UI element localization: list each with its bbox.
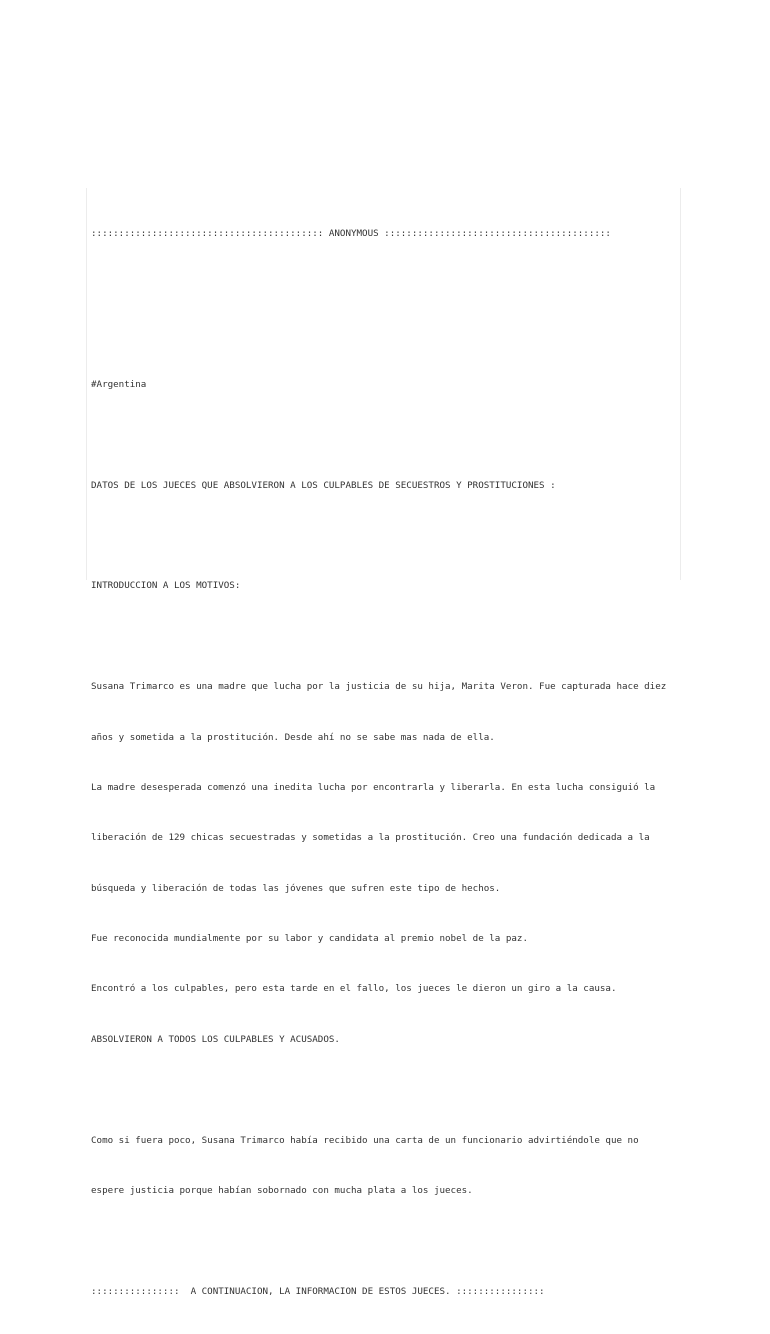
blank-line [91, 276, 681, 293]
paste-text-panel [86, 188, 681, 1297]
section-heading: DATOS DE LOS JUECES QUE ABSOLVIERON A LOS CULPABLES DE SECUESTROS Y PROSTITUCIONES : [91, 479, 556, 491]
blank-line [91, 1082, 681, 1099]
blank-line [91, 1233, 681, 1250]
paragraph-line: La madre desesperada comenzó una inedita lucha por encontrarla y liberarla. En esta lucha consiguió la [91, 781, 656, 793]
document-body [91, 192, 681, 1334]
blank-line [91, 528, 681, 545]
paragraph-line: búsqueda y liberación de todas las jóvenes que sufren este tipo de hechos. [91, 882, 501, 894]
hashtag-line: #Argentina [91, 378, 147, 390]
blank-line [91, 326, 681, 343]
paragraph-line: Fue reconocida mundialmente por su labor y candidata al premio nobel de la paz. [91, 933, 528, 945]
paragraph-line: Susana Trimarco es una madre que lucha por la justicia de su hija, Marita Veron. Fue capturada hace diez [91, 681, 667, 693]
blank-line [91, 629, 681, 646]
paragraph-line: Como si fuera poco, Susana Trimarco había recibido una carta de un funcionario advirtiéndole que no [91, 1134, 639, 1146]
footer-banner: :::::::::::::::: A CONTINUACION, LA INFORMACION DE ESTOS JUECES. :::::::::::::::: [91, 1285, 545, 1297]
intro-heading: INTRODUCCION A LOS MOTIVOS: [91, 580, 241, 592]
paragraph-line: espere justicia porque habían sobornado con mucha plata a los jueces. [91, 1185, 473, 1197]
paragraph-line: liberación de 129 chicas secuestradas y sometidas a la prostitución. Creo una fundación dedicada a la [91, 832, 650, 844]
header-banner: :::::::::::::::::::::::::::::::::::::::::: ANONYMOUS ::::::::::::::::::::::::::::::::::::::::: [91, 227, 611, 239]
paragraph-line: Encontró a los culpables, pero esta tarde en el fallo, los jueces le dieron un giro a la causa. [91, 983, 617, 995]
blank-line [91, 427, 681, 444]
paragraph-line: ABSOLVIERON A TODOS LOS CULPABLES Y ACUSADOS. [91, 1033, 340, 1045]
paragraph-line: años y sometida a la prostitución. Desde ahí no se sabe mas nada de ella. [91, 731, 495, 743]
